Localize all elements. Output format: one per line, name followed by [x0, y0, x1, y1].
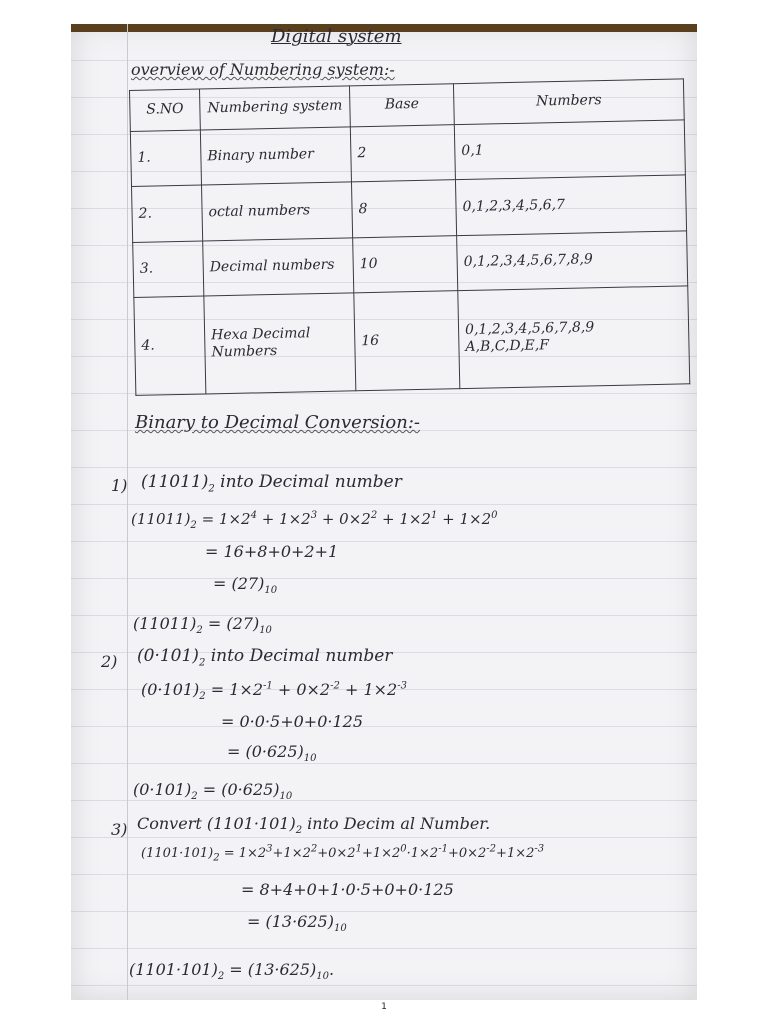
table-row	[134, 286, 690, 396]
example-2-answer: $(0\cdot 101)_2 = (0\cdot 625)_{10}$	[133, 780, 293, 803]
numbering-system-table	[129, 78, 690, 396]
row-sno: 1.	[130, 130, 201, 187]
example-1-step-2: = 16+8+0+2+1	[205, 542, 339, 561]
example-2-step-1: $(0\cdot 101)_2 = 1\times 2^{-1} + 0\times 2^{-2} + 1\times 2^{-3}$	[141, 680, 407, 703]
example-1-number: 1)	[111, 476, 128, 495]
example-3-answer: $(1101\cdot 101)_2 = (13\cdot 625)_{10}$.	[129, 960, 335, 983]
example-2-question: $(0\cdot 101)_2$ into Decimal number	[137, 646, 393, 669]
page-number: 1	[381, 1002, 387, 1012]
row-sno: 3.	[133, 240, 204, 297]
header-sno: S.NO	[130, 89, 201, 131]
overview-subtitle: overview of Numbering system:-	[131, 60, 395, 79]
example-1-step-1: $(11011)_2 = 1\times 2^4 + 1\times 2^3 + 0\times 2^2 + 1\times 2^1 + 1\times 2^0$	[131, 510, 498, 531]
section-heading: Binary to Decimal Conversion:-	[135, 412, 420, 433]
row-base: 10	[353, 235, 458, 292]
row-system: Binary number	[200, 127, 351, 185]
row-sno: 4.	[134, 296, 206, 396]
row-numbers: 0,1,2,3,4,5,6,7,8,9 A,B,C,D,E,F	[458, 286, 690, 389]
example-2-step-3: = $(0\cdot 625)_{10}$	[227, 742, 317, 765]
row-numbers: 0,1	[454, 120, 685, 180]
example-1-answer: $(11011)_2 = (27)_{10}$	[133, 614, 272, 637]
page-title: Digital system	[271, 26, 402, 47]
row-numbers: 0,1,2,3,4,5,6,7	[455, 175, 686, 235]
row-numbers: 0,1,2,3,4,5,6,7,8,9	[457, 230, 688, 290]
example-3-step-2: = 8+4+0+1·0·5+0+0·125	[241, 880, 454, 899]
example-3-question: Convert $(1101\cdot 101)_2$ into Decim al Number.	[137, 814, 491, 837]
row-sno: 2.	[132, 185, 203, 242]
row-base: 16	[354, 290, 460, 390]
header-numbers: Numbers	[453, 79, 684, 125]
row-system: Decimal numbers	[203, 237, 354, 295]
example-2-step-2: = 0·0·5+0+0·125	[221, 712, 363, 731]
row-base: 2	[350, 125, 455, 182]
row-base: 8	[351, 180, 456, 237]
row-system: Hexa Decimal Numbers	[204, 293, 356, 394]
example-2-number: 2)	[101, 652, 118, 671]
example-3-step-1: $(1101\cdot 101)_2 = 1\times 2^3+1\times 2^2+0\times 2^1+1\times 2^0\cdot 1\times 2^{-1}+0\times 2^{-2}+1\times 2^{-3}$	[141, 843, 545, 864]
example-1-question: $(11011)_2$ into Decimal number	[141, 472, 402, 495]
notebook-page	[71, 24, 697, 1000]
row-system: octal numbers	[202, 182, 353, 240]
example-3-number: 3)	[111, 820, 128, 839]
header-numbering-system: Numbering system	[199, 86, 350, 130]
margin-line	[127, 24, 128, 1000]
example-1-step-3: = $(27)_{10}$	[213, 574, 278, 597]
header-base: Base	[349, 84, 454, 127]
example-3-step-3: = $(13\cdot 625)_{10}$	[247, 912, 347, 935]
